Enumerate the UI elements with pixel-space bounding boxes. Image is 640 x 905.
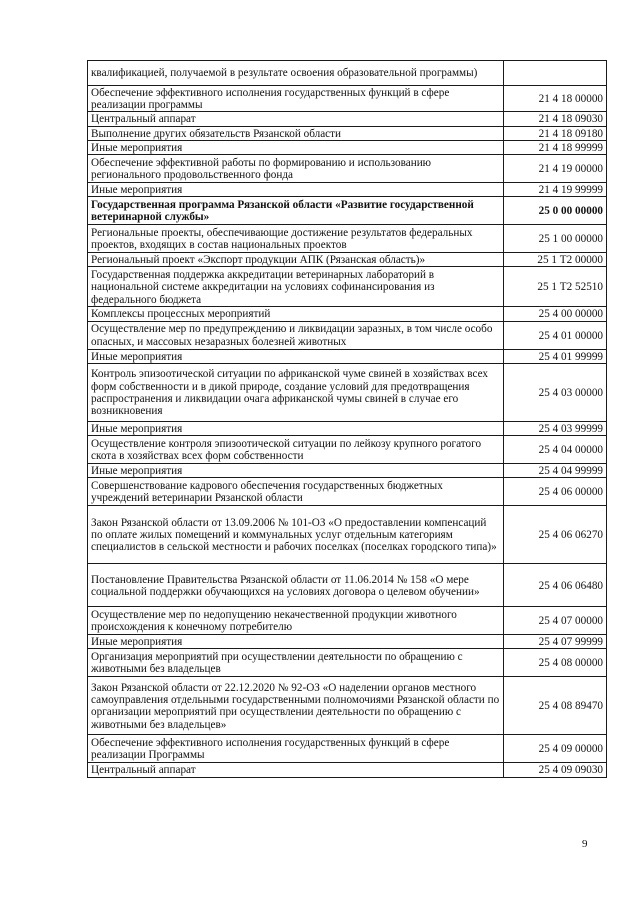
row-code-cell: 25 0 00 00000	[504, 197, 607, 225]
row-name-cell: Совершенствование кадрового обеспечения государственных бюджетных учреждений ветеринарии Рязанской области	[88, 478, 504, 506]
row-code-cell: 25 4 09 00000	[504, 735, 607, 763]
row-name-cell: Выполнение других обязательств Рязанской области	[88, 126, 504, 140]
page-number: 9	[582, 838, 588, 850]
row-name-cell: Осуществление контроля эпизоотической ситуации по лейкозу крупного рогатого скота в хозяйствах всех форм собственности	[88, 436, 504, 464]
row-name-cell: Региональный проект «Экспорт продукции АПК (Рязанская область)»	[88, 253, 504, 267]
row-code-cell: 21 4 18 99999	[504, 140, 607, 154]
row-name-cell: Осуществление мер по предупреждению и ликвидации заразных, в том числе особо опасных, и массовых незаразных болезней животных	[88, 321, 504, 349]
table-row	[88, 763, 607, 777]
table-row	[88, 735, 607, 763]
table-row	[88, 307, 607, 321]
table-row	[88, 321, 607, 349]
row-code-cell: 21 4 18 00000	[504, 86, 607, 112]
row-name-cell: Иные мероприятия	[88, 635, 504, 649]
table-row	[88, 607, 607, 635]
table-row	[88, 61, 607, 86]
row-code-cell: 25 1 Т2 52510	[504, 267, 607, 307]
row-code-cell: 25 4 06 06480	[504, 564, 607, 607]
row-name-cell: Центральный аппарат	[88, 112, 504, 126]
table-row	[88, 349, 607, 363]
row-code-cell: 25 4 09 09030	[504, 763, 607, 777]
row-name-cell: Обеспечение эффективной работы по формированию и использованию регионального продовольственного фонда	[88, 155, 504, 183]
table-row	[88, 155, 607, 183]
row-name-cell: Закон Рязанской области от 13.09.2006 № 101-ОЗ «О предоставлении компенсаций по оплате жилых помещений и коммунальных услуг отдельным категориям специалистов в сельской местности и рабочих поселках (поселках городского типа)»	[88, 506, 504, 564]
table-row	[88, 677, 607, 735]
row-code-cell: 25 4 06 06270	[504, 506, 607, 564]
table-row	[88, 140, 607, 154]
row-name-cell: Иные мероприятия	[88, 464, 504, 478]
row-name-cell: Региональные проекты, обеспечивающие достижение результатов федеральных проектов, входящих в состав национальных проектов	[88, 225, 504, 253]
table-row	[88, 464, 607, 478]
row-code-cell: 25 4 04 99999	[504, 464, 607, 478]
row-code-cell: 25 4 08 89470	[504, 677, 607, 735]
budget-classification-table	[87, 60, 607, 778]
row-name-cell: Иные мероприятия	[88, 140, 504, 154]
row-code-cell: 25 4 03 00000	[504, 363, 607, 421]
row-code-cell: 25 1 00 00000	[504, 225, 607, 253]
row-code-cell: 25 4 00 00000	[504, 307, 607, 321]
table-row	[88, 183, 607, 197]
table-row	[88, 267, 607, 307]
row-name-cell: Комплексы процессных мероприятий	[88, 307, 504, 321]
row-code-cell: 25 4 08 00000	[504, 649, 607, 677]
row-code-cell: 21 4 18 09030	[504, 112, 607, 126]
row-code-cell: 25 4 06 00000	[504, 478, 607, 506]
row-name-cell: Центральный аппарат	[88, 763, 504, 777]
row-code-cell: 25 4 07 99999	[504, 635, 607, 649]
table-row	[88, 635, 607, 649]
table-row	[88, 363, 607, 421]
row-code-cell	[504, 61, 607, 86]
table-row	[88, 506, 607, 564]
table-row	[88, 126, 607, 140]
row-code-cell: 25 4 03 99999	[504, 421, 607, 435]
row-code-cell: 25 4 01 99999	[504, 349, 607, 363]
table-row	[88, 421, 607, 435]
row-code-cell: 21 4 19 00000	[504, 155, 607, 183]
row-name-cell: Иные мероприятия	[88, 349, 504, 363]
table-row	[88, 112, 607, 126]
row-code-cell: 21 4 19 99999	[504, 183, 607, 197]
table-row	[88, 649, 607, 677]
table-row	[88, 436, 607, 464]
row-name-cell: Иные мероприятия	[88, 421, 504, 435]
row-name-cell: Иные мероприятия	[88, 183, 504, 197]
row-code-cell: 25 4 04 00000	[504, 436, 607, 464]
row-name-cell: Контроль эпизоотической ситуации по африканской чуме свиней в хозяйствах всех форм собственности и в дикой природе, создание условий для предотвращения распространения и ликвидации очага африканской чумы свиней в случае его возникновения	[88, 363, 504, 421]
table-row	[88, 225, 607, 253]
row-name-cell: Постановление Правительства Рязанской области от 11.06.2014 № 158 «О мере социальной поддержки обучающихся на условиях договора о целевом обучении»	[88, 564, 504, 607]
row-name-cell: Обеспечение эффективного исполнения государственных функций в сфере реализации программы	[88, 86, 504, 112]
row-name-cell: Обеспечение эффективного исполнения государственных функций в сфере реализации Программы	[88, 735, 504, 763]
table-row	[88, 478, 607, 506]
row-code-cell: 21 4 18 09180	[504, 126, 607, 140]
row-name-cell: Государственная программа Рязанской области «Развитие государственной ветеринарной службы»	[88, 197, 504, 225]
row-code-cell: 25 4 07 00000	[504, 607, 607, 635]
row-name-cell: Организация мероприятий при осуществлении деятельности по обращению с животными без владельцев	[88, 649, 504, 677]
table-row	[88, 253, 607, 267]
table-row	[88, 564, 607, 607]
row-code-cell: 25 1 Т2 00000	[504, 253, 607, 267]
table-row	[88, 86, 607, 112]
row-name-cell: Закон Рязанской области от 22.12.2020 № 92-ОЗ «О наделении органов местного самоуправления отдельными государственными полномочиями Рязанской области по организации мероприятий при осуществлении деятельности по обращению с животными без владельцев»	[88, 677, 504, 735]
row-name-cell: квалификацией, получаемой в результате освоения образовательной программы)	[88, 61, 504, 86]
row-name-cell: Осуществление мер по недопущению некачественной продукции животного происхождения к конечному потребителю	[88, 607, 504, 635]
row-name-cell: Государственная поддержка аккредитации ветеринарных лабораторий в национальной системе аккредитации на условиях софинансирования из федерального бюджета	[88, 267, 504, 307]
table-body	[88, 61, 607, 778]
row-code-cell: 25 4 01 00000	[504, 321, 607, 349]
table-row	[88, 197, 607, 225]
